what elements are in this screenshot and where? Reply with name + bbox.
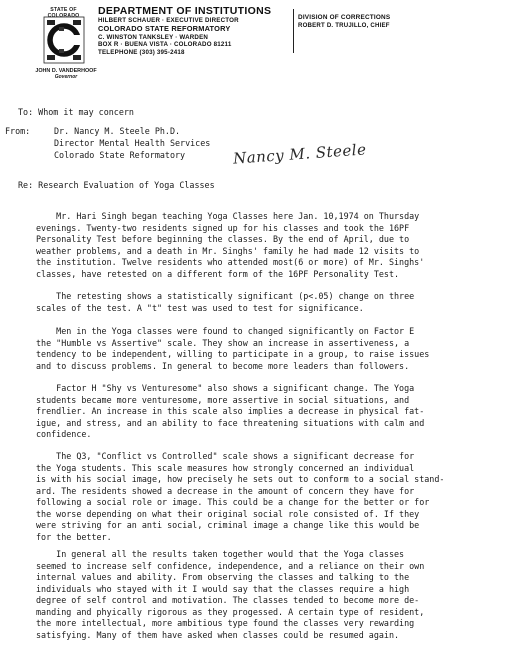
body-line: the Yoga students. This scale measures how strongly concerned an individual — [36, 462, 415, 473]
memo-from-title: Director Mental Health Services — [54, 138, 211, 148]
paragraph-factor-h — [36, 383, 506, 441]
handwritten-signature: Nancy M. Steele — [232, 140, 367, 168]
governor-name: JOHN D. VANDERHOOF — [35, 68, 97, 74]
body-line: internal values and ability. From observing the classes and talking to the — [36, 572, 410, 582]
warden-line: C. WINSTON TANKSLEY · WARDEN — [98, 34, 209, 41]
memo-from-name: Dr. Nancy M. Steele Ph.D. — [54, 126, 181, 136]
division-title: DIVISION OF CORRECTIONS — [298, 14, 391, 21]
body-line: classes, have retested on a different form of the 16PF Personality Test. — [36, 268, 400, 279]
body-line: the institution. Twelve residents who attended most(6 or more) of Mr. Singhs' — [36, 257, 425, 267]
body-line: Mr. Hari Singh began teaching Yoga Classes here Jan. 10,1974 on Thursday — [36, 211, 420, 221]
letterhead-divider — [293, 9, 294, 53]
body-line: The retesting shows a statistically significant (p<.05) change on three — [36, 291, 415, 301]
address-line: BOX R · BUENA VISTA · COLORADO 81211 — [98, 41, 232, 49]
body-line: weather problems, and a death in Mr. Singhs' family he had made 12 visits to — [36, 245, 420, 256]
body-line: Factor H "Shy vs Venturesome" also shows a significant change. The Yoga — [36, 383, 415, 393]
paragraph-conclusion — [36, 549, 506, 641]
body-line: Men in the Yoga classes were found to changed significantly on Factor E — [36, 326, 415, 336]
body-line: the worse depending on what their original social role consisted of. If they — [36, 508, 420, 519]
body-line: seemed to increase self confidence, independence, and a reliance on their own — [36, 560, 425, 571]
body-line: degree of self control and motivation. The classes tended to become more de- — [36, 595, 420, 605]
body-line: students became more venturesome, more assertive in social situations, and — [36, 394, 410, 405]
memo-subject: Re: Research Evaluation of Yoga Classes — [18, 180, 215, 190]
department-block — [98, 5, 298, 56]
state-seal — [36, 7, 91, 67]
division-block — [298, 14, 498, 30]
body-line: igue, and stress, and an ability to face threatening situations with calm and — [36, 417, 425, 428]
seal-state-label: STATE OF COLORADO — [47, 7, 80, 19]
body-line: is with his social image, how precisely he sets out to conform to a social stand- — [36, 474, 445, 484]
memo-to: To: Whom it may concern — [18, 107, 134, 117]
body-line: In general all the results taken together would that the Yoga classes — [36, 549, 405, 559]
body-line: evenings. Twenty-two residents signed up for his classes and took the 16PF — [36, 222, 410, 233]
body-line: the more intellectual, more ambitious type found the classes very rewarding — [36, 618, 415, 628]
paragraph-factor-e — [36, 326, 506, 372]
division-chief: ROBERT D. TRUJILLO, CHIEF — [298, 22, 390, 29]
body-line: following a social role or image. This could be a change for the better or for — [36, 497, 430, 507]
body-line: individuals who stayed with it I would say that the classes require a high — [36, 583, 410, 594]
colorado-seal-icon — [43, 16, 85, 64]
body-line: Personality Test before beginning the classes. By the end of April, due to — [36, 234, 410, 244]
body-line: scales of the test. A "t" test was used to test for significance. — [36, 302, 364, 313]
telephone-line: TELEPHONE (303) 395-2418 — [98, 48, 185, 56]
paragraph-introduction — [36, 211, 506, 280]
institution-name: COLORADO STATE REFORMATORY — [98, 24, 231, 34]
body-line: ard. The residents showed a decrease in the amount of concern they have for — [36, 485, 415, 496]
department-title: DEPARTMENT OF INSTITUTIONS — [98, 5, 272, 17]
body-line: for the better. — [36, 531, 112, 542]
body-line: satisfying. Many of them have asked when classes could be resumed again. — [36, 629, 400, 640]
memo-from-institution: Colorado State Reformatory — [54, 150, 186, 160]
body-line: manding and phyically rigorous as they progessed. A certain type of resident, — [36, 606, 425, 617]
body-line: frendlier. An increase in this scale also implies a decrease in physical fat- — [36, 406, 425, 416]
body-line: confidence. — [36, 429, 92, 439]
body-line: and to discuss problems. In general to become more leaders than followers. — [36, 360, 410, 371]
body-line: tendency to be independent, willing to participate in a group, to raise issues — [36, 349, 430, 359]
governor-title: Governor — [54, 74, 78, 80]
paragraph-q3 — [36, 451, 506, 543]
paragraph-retesting — [36, 291, 506, 314]
memo-from-label: From: — [5, 126, 31, 136]
body-line: The Q3, "Conflict vs Controlled" scale shows a significant decrease for — [36, 451, 415, 461]
body-line: were striving for an anti social, criminal image a change like this would be — [36, 520, 420, 530]
executive-director: HILBERT SCHAUER · EXECUTIVE DIRECTOR — [98, 17, 239, 24]
body-line: the "Humble vs Assertive" scale. They show an increase in assertiveness, a — [36, 337, 410, 348]
